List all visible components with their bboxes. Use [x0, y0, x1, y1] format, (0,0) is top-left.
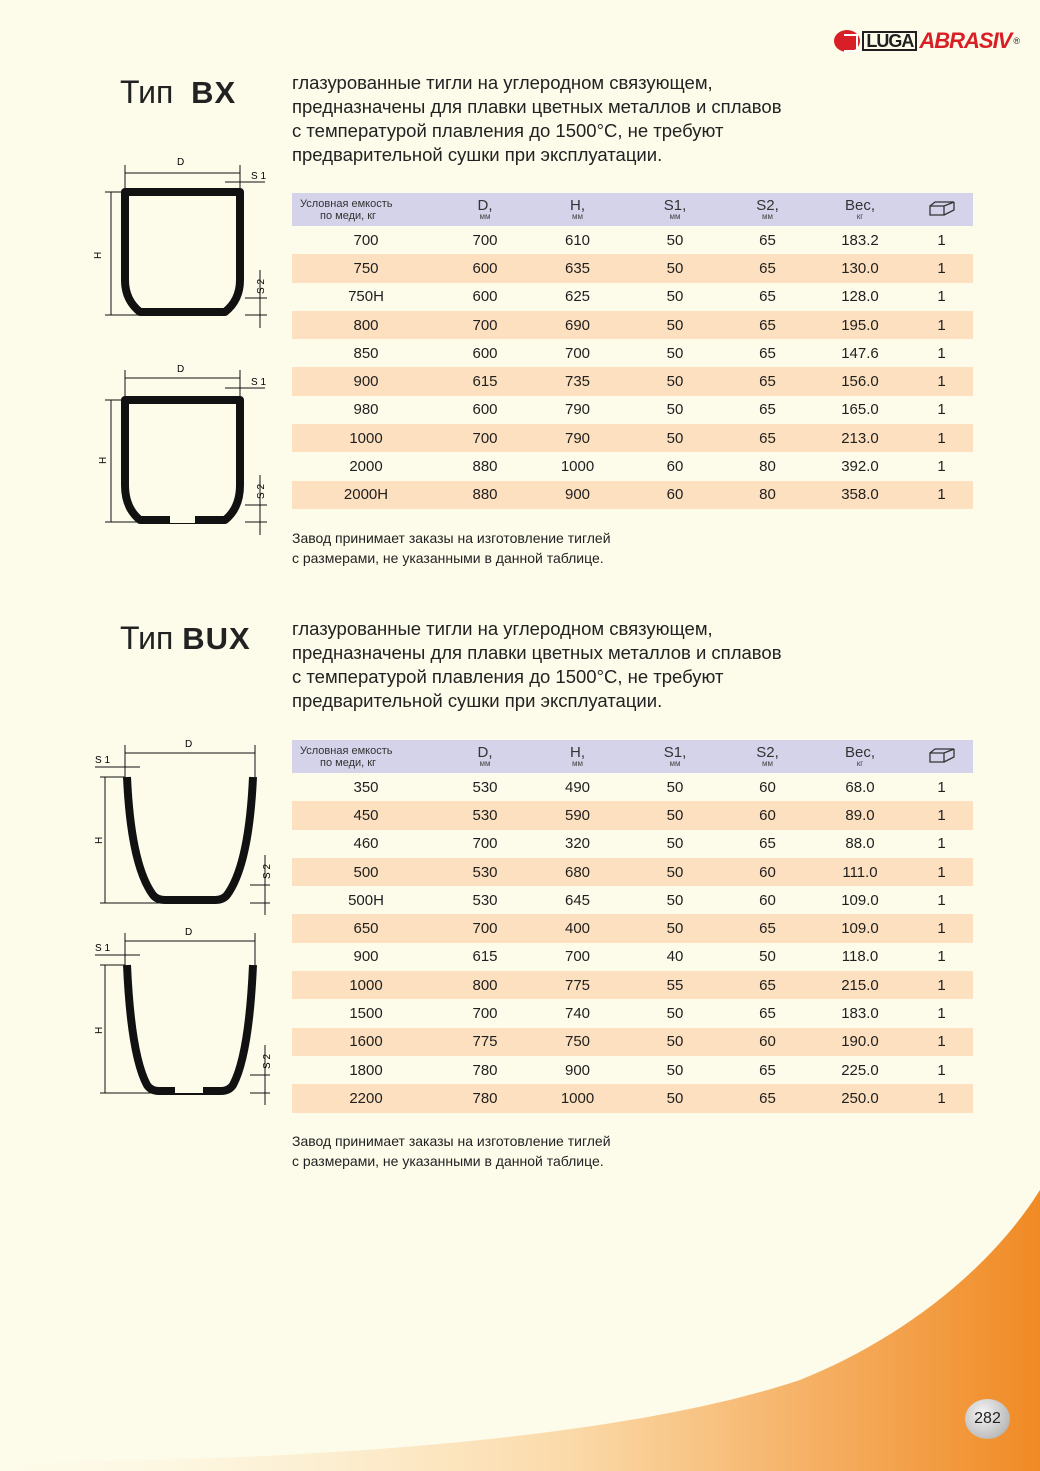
table-cell: 50	[625, 311, 725, 339]
svg-text:S 2: S 2	[262, 1053, 273, 1069]
bx-title-prefix: Тип	[120, 74, 174, 110]
bux-crucible-drawing-1	[85, 735, 285, 920]
table-cell: 1	[937, 778, 946, 796]
table-cell: 50	[759, 948, 776, 966]
svg-text:S 1: S 1	[95, 755, 111, 766]
table-row	[292, 971, 973, 999]
table-cell: 625	[564, 288, 591, 306]
table-cell: 900	[530, 481, 625, 509]
table-row	[292, 254, 973, 282]
svg-text:S 1: S 1	[251, 377, 267, 388]
table-cell: 1	[937, 948, 946, 966]
svg-text:H: H	[98, 456, 109, 464]
table-cell: 1500	[349, 1005, 383, 1023]
table-cell: 65	[725, 254, 810, 282]
table-row	[292, 311, 973, 339]
table-cell: 1	[937, 835, 946, 853]
bux-description: глазурованные тигли на углеродном связующем, предназначены для плавки цветных металлов и сплавов с температурой плавления до 1500°C, не требуют предварительной сушки при эксплуатации.	[292, 618, 782, 711]
box-icon	[928, 746, 956, 764]
table-cell: 700	[564, 344, 591, 362]
bx-note: Завод принимает заказы на изготовление тиглей с размерами, не указанными в данной таблице.	[292, 530, 611, 566]
table-row	[292, 1028, 973, 1056]
bux-table-header: Условная емкость по меди, кг D, мм H, мм S1, мм S2, мм Вес, кг	[292, 740, 973, 773]
table-cell: 1600	[292, 1028, 440, 1056]
table-cell: 109.0	[810, 914, 910, 942]
table-cell: 635	[530, 254, 625, 282]
table-cell: 50	[625, 254, 725, 282]
table-cell: 50	[666, 288, 684, 306]
table-cell: 65	[725, 424, 810, 452]
table-cell: 1	[910, 311, 973, 339]
table-cell: 980	[353, 401, 379, 419]
table-cell: 50	[666, 891, 684, 909]
table-row	[292, 396, 973, 424]
bux-title	[120, 620, 251, 657]
table-row	[292, 773, 973, 801]
bx-crucible-drawing-2	[85, 360, 285, 540]
table-cell: 50	[666, 778, 684, 796]
table-row	[292, 830, 973, 858]
table-cell: 1	[910, 481, 973, 509]
table-cell: 700	[472, 1005, 498, 1023]
table-row	[292, 1084, 973, 1112]
table-cell: 68.0	[845, 778, 875, 796]
table-cell: 775	[440, 1028, 530, 1056]
table-cell: 1	[910, 254, 973, 282]
brand-logo	[834, 28, 1020, 54]
table-cell: 65	[759, 288, 776, 306]
table-cell: 690	[530, 311, 625, 339]
table-cell: 700	[440, 914, 530, 942]
table-cell: 600	[440, 254, 530, 282]
label-s1: S 1	[251, 171, 267, 182]
table-cell: 615	[472, 948, 498, 966]
bx-title-code: BX	[191, 75, 237, 110]
table-cell: 213.0	[810, 424, 910, 452]
table-cell: 1000	[530, 1084, 625, 1112]
table-cell: 600	[472, 288, 498, 306]
label-h: H	[93, 251, 104, 259]
bux-title-prefix: Тип	[120, 620, 174, 656]
table-cell: 60	[759, 778, 776, 796]
table-cell: 800	[292, 311, 440, 339]
table-cell: 65	[759, 1005, 776, 1023]
table-cell: 88.0	[845, 835, 875, 853]
bux-table	[292, 740, 973, 1113]
table-cell: 65	[725, 1084, 810, 1112]
svg-text:S 2: S 2	[262, 863, 273, 879]
table-cell: 60	[725, 858, 810, 886]
bx-table	[292, 193, 973, 509]
bx-title	[120, 74, 236, 111]
table-row	[292, 481, 973, 509]
svg-text:D: D	[185, 739, 193, 750]
table-row	[292, 452, 973, 480]
table-cell: 750	[292, 254, 440, 282]
table-cell: 645	[564, 891, 591, 909]
table-cell: 50	[666, 344, 684, 362]
table-cell: 610	[564, 231, 591, 249]
table-cell: 600	[472, 401, 498, 419]
table-cell: 900	[353, 948, 379, 966]
table-cell: 1800	[349, 1061, 383, 1079]
table-cell: 156.0	[810, 367, 910, 395]
table-cell: 50	[625, 801, 725, 829]
table-cell: 215.0	[810, 971, 910, 999]
table-cell: 750Н	[348, 288, 384, 306]
table-cell: 790	[530, 424, 625, 452]
table-row	[292, 339, 973, 367]
bx-crucible-drawing-1	[85, 150, 285, 330]
table-cell: 1	[910, 424, 973, 452]
table-cell: 880	[472, 458, 498, 476]
table-cell: 700	[440, 424, 530, 452]
table-cell: 80	[759, 458, 776, 476]
table-cell: 700	[353, 231, 379, 249]
table-cell: 50	[625, 424, 725, 452]
table-cell: 880	[440, 481, 530, 509]
table-cell: 190.0	[810, 1028, 910, 1056]
table-cell: 358.0	[810, 481, 910, 509]
logo-abrasiv: ABRASIV	[919, 28, 1012, 53]
table-cell: 1	[937, 891, 946, 909]
table-cell: 400	[530, 914, 625, 942]
table-cell: 700	[564, 948, 591, 966]
table-cell: 65	[759, 344, 776, 362]
table-cell: 530	[440, 858, 530, 886]
table-row	[292, 801, 973, 829]
table-cell: 65	[759, 835, 776, 853]
table-cell: 1	[910, 971, 973, 999]
table-cell: 350	[353, 778, 379, 796]
table-cell: 55	[625, 971, 725, 999]
table-cell: 600	[472, 344, 498, 362]
table-cell: 700	[472, 835, 498, 853]
table-row	[292, 858, 973, 886]
table-cell: 500	[292, 858, 440, 886]
table-cell: 530	[440, 801, 530, 829]
table-cell: 60	[625, 481, 725, 509]
table-cell: 128.0	[841, 288, 879, 306]
table-cell: 615	[440, 367, 530, 395]
table-cell: 500Н	[348, 891, 384, 909]
table-cell: 65	[759, 1061, 776, 1079]
table-cell: 1	[910, 914, 973, 942]
table-cell: 1	[910, 1028, 973, 1056]
table-cell: 490	[564, 778, 591, 796]
table-cell: 50	[666, 835, 684, 853]
table-cell: 700	[440, 311, 530, 339]
table-cell: 89.0	[810, 801, 910, 829]
table-cell: 65	[759, 231, 776, 249]
table-cell: 111.0	[810, 858, 910, 886]
table-cell: 530	[472, 891, 498, 909]
table-cell: 65	[725, 914, 810, 942]
svg-text:D: D	[185, 927, 193, 938]
table-cell: 1	[937, 1061, 946, 1079]
table-cell: 50	[625, 367, 725, 395]
table-cell: 80	[725, 481, 810, 509]
table-cell: 1	[937, 344, 946, 362]
table-cell: 40	[666, 948, 684, 966]
table-cell: 1	[910, 858, 973, 886]
table-cell: 680	[530, 858, 625, 886]
table-cell: 50	[625, 1084, 725, 1112]
table-cell: 650	[292, 914, 440, 942]
table-cell: 50	[666, 1061, 684, 1079]
bx-table-header: Условная емкость по меди, кг D, мм H, мм S1, мм S2, мм Вес, кг	[292, 193, 973, 226]
table-cell: 183.0	[841, 1005, 879, 1023]
table-row	[292, 943, 973, 971]
table-cell: 60	[666, 458, 684, 476]
table-cell: 850	[353, 344, 379, 362]
bux-title-code: BUX	[182, 621, 251, 656]
table-cell: 147.6	[841, 344, 879, 362]
table-cell: 1	[937, 231, 946, 249]
table-cell: 2200	[292, 1084, 440, 1112]
label-d: D	[177, 157, 185, 168]
table-cell: 60	[725, 1028, 810, 1056]
table-cell: 900	[564, 1061, 591, 1079]
table-cell: 320	[564, 835, 591, 853]
bux-note: Завод принимает заказы на изготовление тиглей с размерами, не указанными в данной таблице.	[292, 1133, 611, 1169]
page-number: 282	[965, 1399, 1010, 1439]
label-s2: S 2	[256, 278, 267, 294]
table-cell: 780	[440, 1084, 530, 1112]
bx-description: глазурованные тигли на углеродном связующем, предназначены для плавки цветных металлов и сплавов с температурой плавления до 1500°C, не требуют предварительной сушки при эксплуатации.	[292, 72, 782, 165]
table-cell: 60	[725, 801, 810, 829]
table-row	[292, 914, 973, 942]
table-cell: 1	[910, 1084, 973, 1112]
table-cell: 118.0	[841, 948, 879, 966]
table-cell: 1	[937, 401, 946, 419]
table-row	[292, 1056, 973, 1084]
table-cell: 50	[666, 231, 684, 249]
table-cell: 195.0	[810, 311, 910, 339]
table-row	[292, 283, 973, 311]
table-cell: 590	[530, 801, 625, 829]
svg-text:D: D	[177, 364, 185, 375]
table-cell: 800	[440, 971, 530, 999]
table-cell: 780	[472, 1061, 498, 1079]
table-cell: 1	[937, 1005, 946, 1023]
table-cell: 130.0	[810, 254, 910, 282]
table-cell: 60	[759, 891, 776, 909]
table-cell: 50	[625, 1028, 725, 1056]
table-cell: 2000	[349, 458, 383, 476]
svg-text:S 2: S 2	[256, 483, 267, 499]
svg-text:H: H	[94, 1026, 105, 1034]
table-row	[292, 367, 973, 395]
table-cell: 530	[472, 778, 498, 796]
table-cell: 165.0	[841, 401, 879, 419]
table-cell: 775	[530, 971, 625, 999]
table-cell: 735	[530, 367, 625, 395]
table-cell: 392.0	[841, 458, 879, 476]
table-cell: 1	[937, 288, 946, 306]
table-row	[292, 886, 973, 914]
table-cell: 1	[937, 458, 946, 476]
table-cell: 790	[564, 401, 591, 419]
table-cell: 109.0	[841, 891, 879, 909]
table-row	[292, 424, 973, 452]
table-row	[292, 226, 973, 254]
table-cell: 225.0	[841, 1061, 879, 1079]
table-cell: 450	[292, 801, 440, 829]
table-cell: 740	[564, 1005, 591, 1023]
table-cell: 1000	[292, 424, 440, 452]
table-cell: 50	[666, 401, 684, 419]
svg-text:H: H	[94, 836, 105, 844]
box-icon	[928, 199, 956, 217]
table-cell: 700	[472, 231, 498, 249]
table-cell: 50	[625, 858, 725, 886]
logo-luga: LUGA	[862, 31, 917, 51]
table-cell: 50	[666, 1005, 684, 1023]
bux-crucible-drawing-2	[85, 925, 285, 1110]
table-cell: 1	[910, 801, 973, 829]
table-cell: 1000	[292, 971, 440, 999]
table-cell: 460	[353, 835, 379, 853]
table-cell: 65	[725, 367, 810, 395]
logo-registered: ®	[1013, 36, 1020, 46]
table-cell: 183.2	[841, 231, 879, 249]
table-cell: 50	[625, 914, 725, 942]
table-cell: 2000Н	[292, 481, 440, 509]
table-cell: 65	[759, 401, 776, 419]
logo-icon	[834, 30, 860, 52]
table-cell: 1	[910, 367, 973, 395]
table-cell: 250.0	[810, 1084, 910, 1112]
table-cell: 65	[725, 971, 810, 999]
svg-text:S 1: S 1	[95, 943, 111, 954]
table-cell: 900	[292, 367, 440, 395]
table-cell: 750	[530, 1028, 625, 1056]
table-cell: 65	[725, 311, 810, 339]
table-cell: 1000	[560, 458, 595, 476]
table-row	[292, 999, 973, 1027]
